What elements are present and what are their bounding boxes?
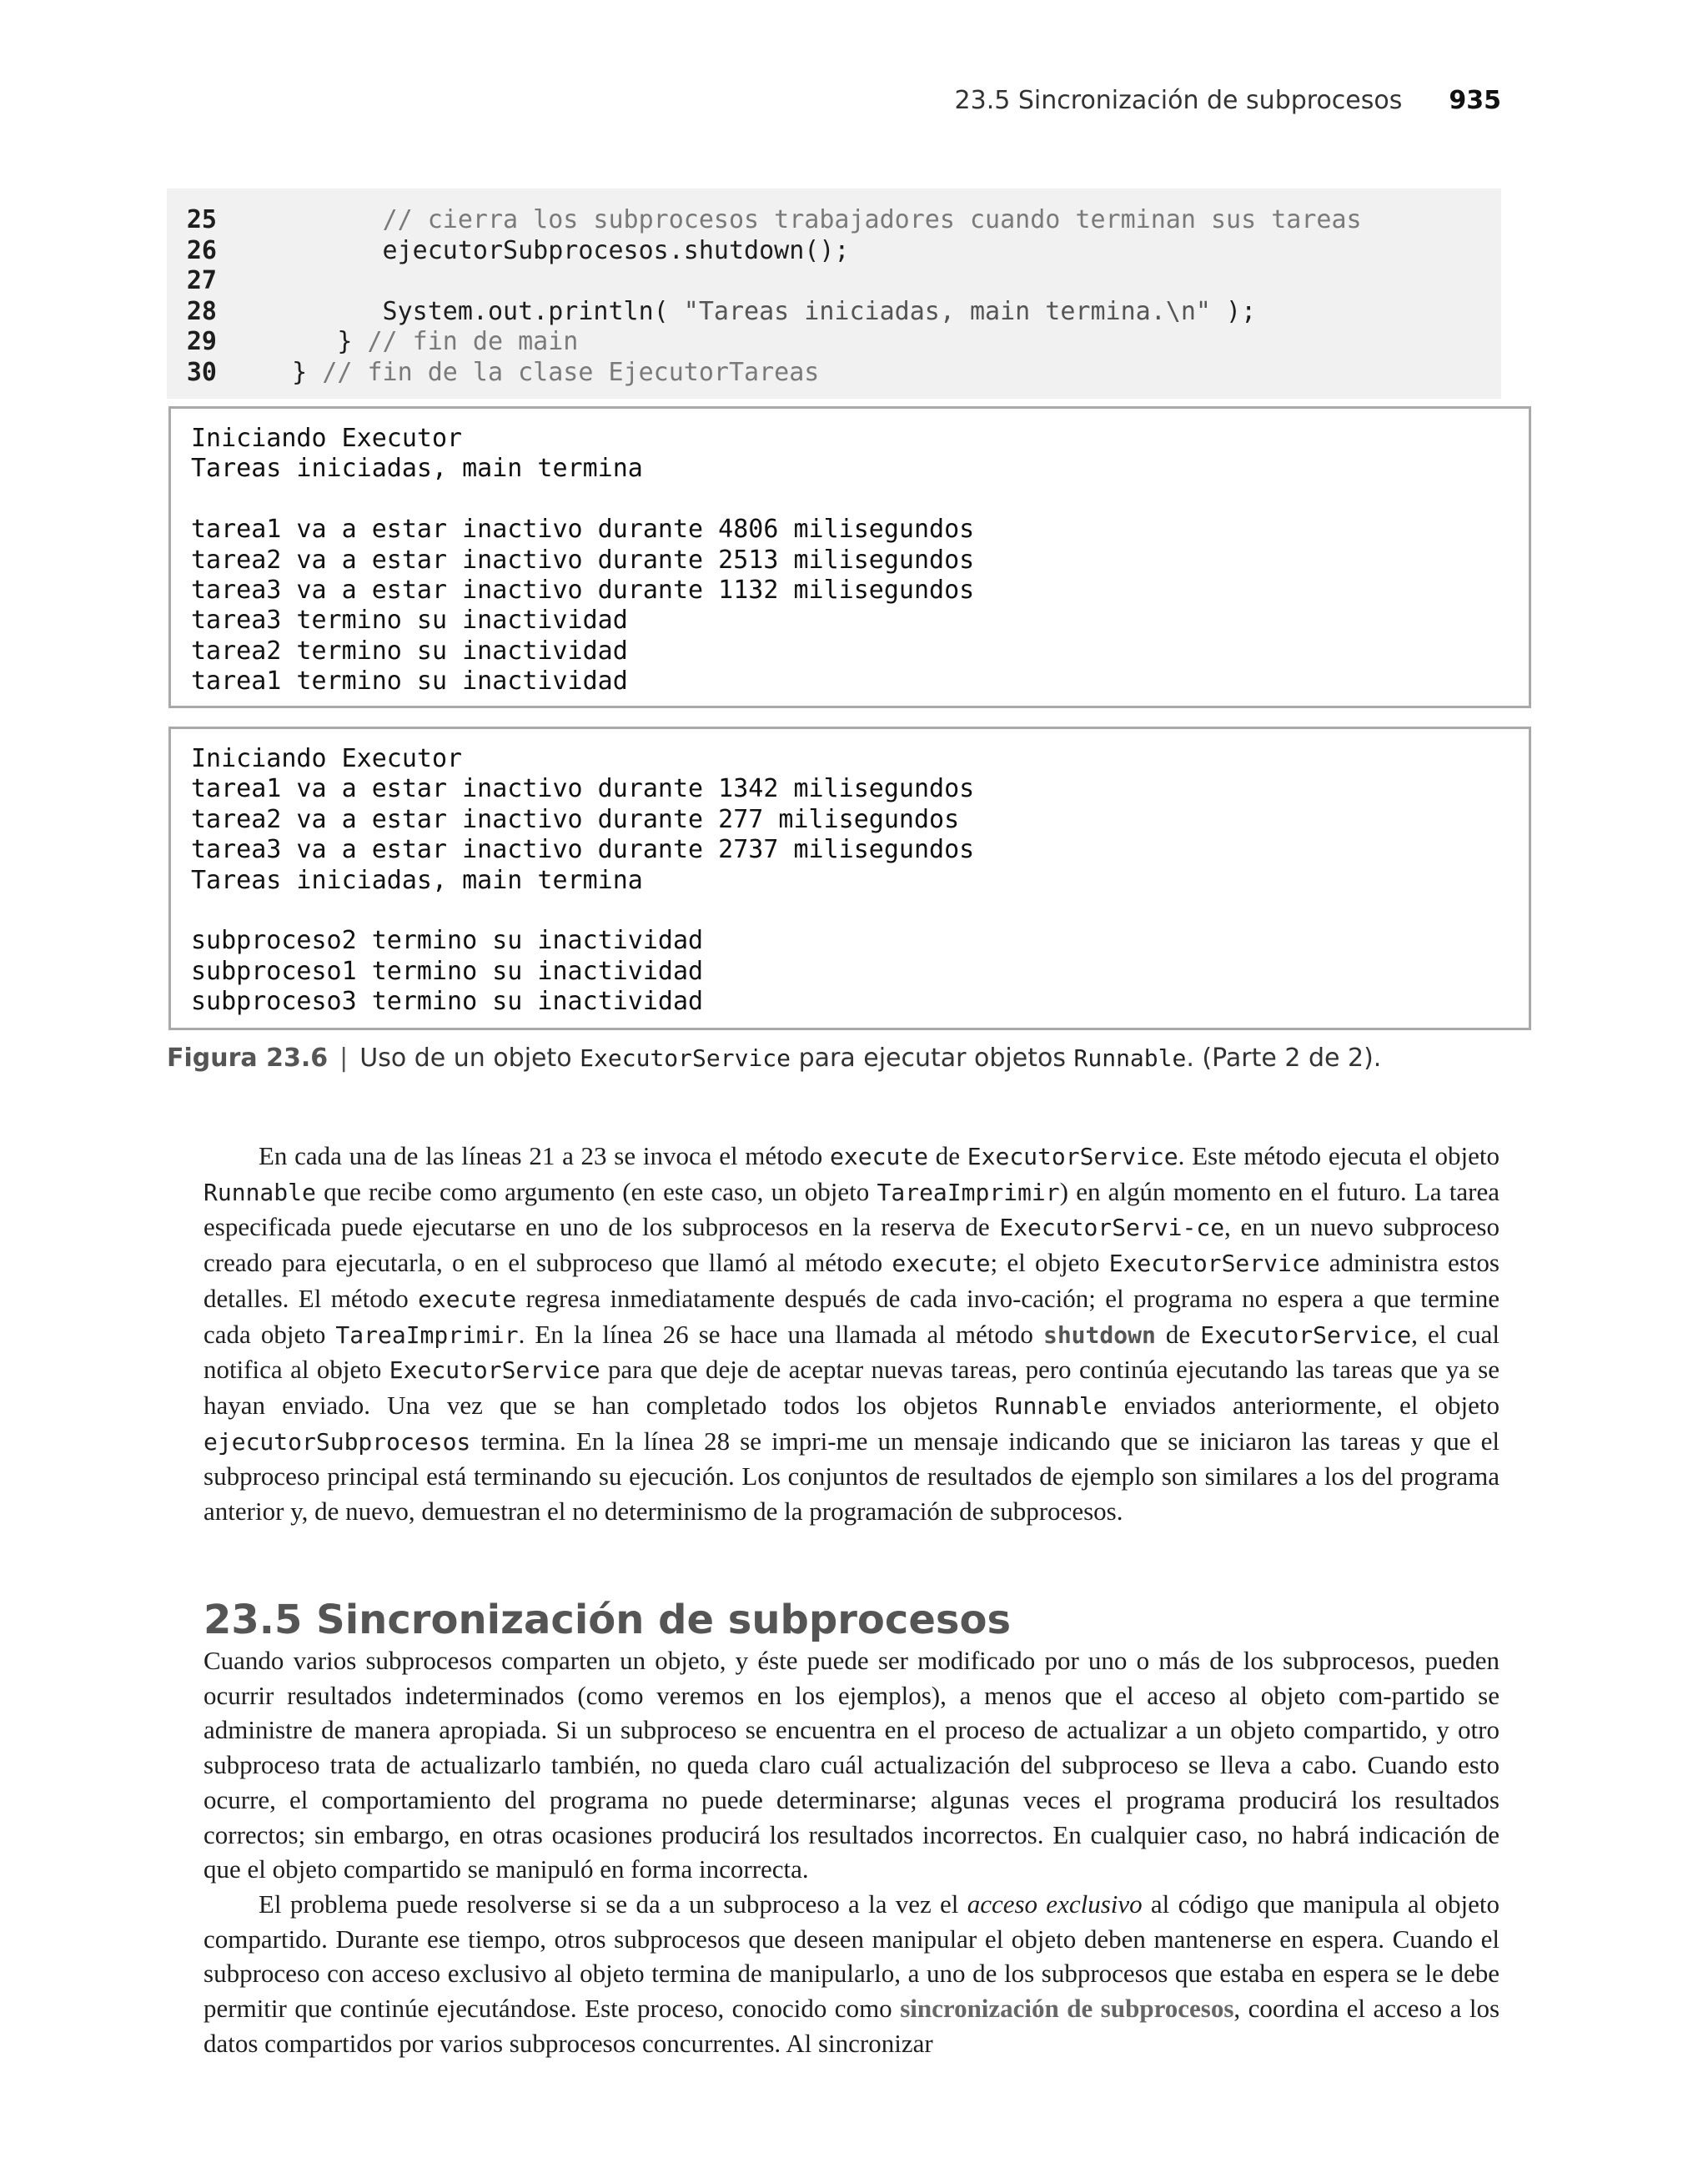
paragraph-text: administra estos detalles. El método: [203, 1248, 1500, 1313]
paragraph-text: enviados anteriormente, el objeto: [1107, 1390, 1500, 1420]
output-line: subproceso1 termino su inactividad: [191, 956, 704, 986]
code-listing: [167, 189, 1501, 399]
paragraph-text: . En la línea 26 se hace una llamada al método: [518, 1319, 1043, 1349]
page-number: 935: [1449, 85, 1501, 115]
paragraph-text: que recibe como argumento (en este caso, un objeto: [315, 1176, 877, 1206]
program-output-box-2: [168, 727, 1531, 1030]
output-line: tarea2 va a estar inactivo durante 277 milisegundos: [191, 804, 960, 834]
output-line: Iniciando Executor: [191, 424, 463, 453]
code-segment: ejecutorSubprocesos.shutdown();: [247, 235, 850, 265]
paragraph-text: de: [1155, 1319, 1201, 1349]
code-line: [167, 266, 1501, 297]
code-line-number: 25: [186, 205, 217, 234]
code-segment: );: [1210, 296, 1257, 326]
output-line: subproceso2 termino su inactividad: [191, 926, 704, 956]
code-string: "Tareas iniciadas, main termina.\n": [683, 296, 1211, 326]
output-line: subproceso3 termino su inactividad: [191, 987, 704, 1017]
paragraph-text: , en un nuevo subproceso creado para ejecutarla, o en el subproceso que llamó al método: [203, 1212, 1500, 1278]
inline-code: ExecutorService: [1108, 1250, 1320, 1278]
code-line-number: 28: [186, 296, 217, 326]
body-paragraph-2: Cuando varios subprocesos comparten un objeto, y éste puede ser modificado por uno o más de los subprocesos, pueden ocurrir resultados indeterminados (como veremos en los ejemplos), a menos que el acceso al objeto com-partido se administre de manera apropiada. Si un subproceso se encuentra en el proceso de actualizar a un objeto compartido, y otro subproceso trata de actualizarlo también, no queda claro cuál actualización del subproceso se lleva a cabo. Cuando esto ocurre, el comportamiento del programa no puede determinarse; algunas veces el programa producirá los resultados correctos; sin embargo, en otras ocasiones producirá los resultados incorrectos. En cualquier caso, no habrá indicación de que el objeto compartido se manipuló en forma incorrecta.: [203, 1646, 1500, 1884]
inline-code: Runnable: [203, 1178, 316, 1206]
inline-code: ExecutorService: [389, 1356, 600, 1385]
paragraph-text: termina. En la línea 28 se impri-me un mensaje indicando que se iniciaron las tareas y que el subproceso principal está terminando su ejecución. Los conjuntos de resultados de ejemplo son similares a los del programa anterior y, de nuevo, demuestran el no determinismo de la programación de subprocesos.: [203, 1426, 1500, 1527]
output-line: Tareas iniciadas, main termina: [191, 865, 643, 895]
code-comment: // cierra los subprocesos trabajadores cuando terminan sus tareas: [382, 205, 1362, 234]
output-line: Tareas iniciadas, main termina: [191, 454, 643, 484]
code-line: [167, 297, 1501, 328]
code-line: [167, 327, 1501, 358]
output-line: tarea3 va a estar inactivo durante 2737 milisegundos: [191, 835, 975, 865]
paragraph-text: al código que manipula al objeto compartido. Durante ese tiempo, otros subprocesos que deseen manipular el objeto deben mantenerse en espera. Cuando el subproceso con acceso exclusivo al objeto termina de manipularlo, a uno de los subprocesos que estaba en espera se le debe permitir que continúe ejecutándose. Este proceso, conocido como: [203, 1889, 1500, 2024]
code-segment: System.out.println(: [247, 296, 684, 326]
section-heading: 23.5 Sincronización de subprocesos: [203, 1597, 1012, 1643]
output-line: tarea1 va a estar inactivo durante 4806 milisegundos: [191, 515, 975, 545]
inline-code: ejecutorSubprocesos: [203, 1427, 471, 1456]
inline-code: execute: [892, 1250, 991, 1278]
caption-text-1: Uso de un objeto: [359, 1044, 580, 1073]
code-comment: // fin de main: [367, 327, 579, 357]
body-paragraph-1: [203, 1139, 1500, 1529]
inline-code: ExecutorService: [1200, 1320, 1412, 1349]
code-line: [167, 358, 1501, 389]
code-line-number: 30: [186, 357, 217, 387]
code-comment: // fin de la clase EjecutorTareas: [322, 357, 820, 387]
paragraph-text: ) en algún momento en el futuro. La tarea especificada puede ejecutarse en uno de los subprocesos en la reserva de: [203, 1176, 1500, 1242]
code-line-text: [247, 205, 1362, 236]
code-line-number: 29: [186, 327, 217, 357]
inline-code: execute: [418, 1285, 517, 1313]
output-line: tarea3 termino su inactividad: [191, 606, 628, 636]
inline-code: ExecutorServi-ce: [999, 1214, 1225, 1242]
output-line: Iniciando Executor: [191, 744, 463, 773]
code-line-text: [247, 297, 1256, 328]
body-paragraph-3: [203, 1887, 1500, 2061]
key-term: sincronización de subprocesos: [900, 1994, 1234, 2024]
paragraph-text: , el cual notifica al objeto: [203, 1319, 1500, 1385]
code-line-text: [247, 358, 819, 389]
paragraph-text: ; el objeto: [990, 1248, 1109, 1278]
caption-separator: |: [339, 1044, 349, 1073]
emphasis-text: acceso exclusivo: [967, 1889, 1143, 1919]
code-line: [167, 236, 1501, 267]
code-segment: [247, 205, 383, 234]
figure-label: Figura 23.6: [167, 1044, 329, 1073]
paragraph-text: . Este método ejecuta el objeto: [1178, 1141, 1500, 1170]
running-header: [167, 82, 1501, 118]
paragraph-text: , coordina el acceso a los datos compartidos por varios subprocesos concurrentes. Al sincronizar: [203, 1994, 1500, 2058]
paragraph-text: En cada una de las líneas 21 a 23 se invoca el método: [259, 1141, 831, 1170]
running-header-section: 23.5 Sincronización de subprocesos: [954, 85, 1403, 115]
code-segment: }: [247, 327, 368, 357]
output-line: [191, 485, 1509, 515]
code-line-number: 27: [186, 266, 217, 296]
inline-code: Runnable: [994, 1391, 1108, 1420]
inline-code: TareaImprimir: [335, 1320, 519, 1349]
code-segment: }: [247, 357, 323, 387]
output-line: tarea1 va a estar inactivo durante 1342 milisegundos: [191, 774, 975, 804]
caption-code-1: ExecutorService: [580, 1044, 791, 1072]
caption-code-2: Runnable: [1073, 1044, 1187, 1072]
inline-code-highlight: shutdown: [1042, 1320, 1156, 1349]
program-output-box-1: [168, 406, 1531, 708]
inline-code: TareaImprimir: [877, 1178, 1060, 1206]
caption-text-3: . (Parte 2 de 2).: [1186, 1044, 1382, 1073]
output-line: tarea3 va a estar inactivo durante 1132 milisegundos: [191, 575, 975, 605]
inline-code: ExecutorService: [967, 1143, 1178, 1170]
output-line: [191, 896, 1509, 926]
paragraph-text: regresa inmediatamente después de cada invo-cación; el programa no espera a que termine cada objeto: [203, 1283, 1500, 1349]
inline-code: execute: [830, 1143, 929, 1170]
output-line: tarea2 termino su inactividad: [191, 636, 628, 666]
paragraph-text: para que deje de aceptar nuevas tareas, pero continúa ejecutando las tareas que ya se hayan enviado. Una vez que se han completado todos los objetos: [203, 1355, 1500, 1420]
figure-caption: [167, 1038, 1535, 1079]
paragraph-text: El problema puede resolverse si se da a un subproceso a la vez el: [259, 1889, 967, 1919]
caption-text-2: para ejecutar objetos: [791, 1044, 1074, 1073]
output-line: tarea2 va a estar inactivo durante 2513 milisegundos: [191, 545, 975, 575]
output-line: tarea1 termino su inactividad: [191, 666, 628, 697]
code-line-text: [247, 236, 849, 267]
code-line-number: 26: [186, 235, 217, 265]
code-line: [167, 205, 1501, 236]
code-line-text: [247, 327, 578, 358]
paragraph-text: de: [928, 1141, 967, 1170]
